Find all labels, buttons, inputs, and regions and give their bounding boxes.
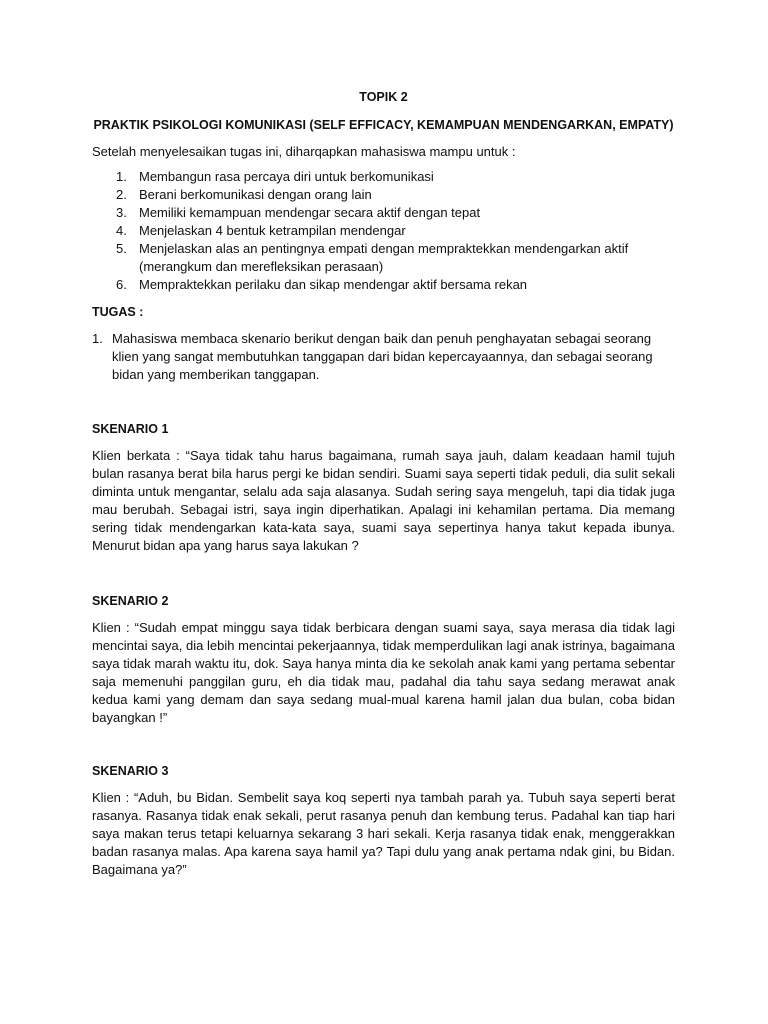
objective-item: [92, 276, 675, 294]
objective-item: [92, 240, 675, 276]
objective-item: [92, 204, 675, 222]
task-text: Mahasiswa membaca skenario berikut dengan baik dan penuh penghayatan sebagai seorang klien yang sangat membutuhkan tanggapan dari bidan kepercayaannya, dan sebagai seorang bidan yang memberikan tanggapan.: [112, 331, 653, 382]
objective-number: 3.: [116, 205, 127, 220]
objective-item: [92, 186, 675, 204]
objective-number: 5.: [116, 241, 127, 256]
scenario-2-text: Klien : “Sudah empat minggu saya tidak berbicara dengan suami saya, saya merasa dia tidak lagi mencintai saya, dia lebih mencintai pekerjaannya, tidak memperdulikan lagi anak istrinya, bagaimana saya tidak marah waktu itu, dok. Saya hanya minta dia ke sekolah anak kami yang pertama sebentar saja memenuhi panggilan guru, eh dia tidak mau, padahal dia tahu saya sedang merawat anak kedua kami yang demam dan saya sedang mual-mual karena hamil jalan dua bulan, coba bidan bayangkan !”: [92, 620, 675, 725]
scenario-1-heading: SKENARIO 1: [92, 422, 169, 436]
objective-number: 1.: [116, 169, 127, 184]
objective-item: [92, 168, 675, 186]
objectives-list: [92, 168, 675, 294]
objective-number: 4.: [116, 223, 127, 238]
objective-text: Berani berkomunikasi dengan orang lain: [139, 187, 372, 202]
objective-text: Menjelaskan alas an pentingnya empati dengan mempraktekkan mendengarkan aktif (merangkum dan merefleksikan perasaan): [139, 241, 629, 274]
scenario-2-heading: SKENARIO 2: [92, 594, 169, 608]
scenario-1-text: Klien berkata : “Saya tidak tahu harus bagaimana, rumah saya jauh, dalam keadaan hamil tujuh bulan rasanya berat bila harus pergi ke bidan sendiri. Suami saya seperti tidak peduli, dia sulit sekali diminta untuk mengantar, selalu ada saja alasanya. Sudah sering saya mengeluh, tapi dia tidak juga mau berubah. Sebagai istri, saya ingin diperhatikan. Apalagi ini kehamilan pertama. Dia memang sering tidak mendengarkan kata-kata saya, suami saya sepertinya hanya takut kepada ibunya. Menurut bidan apa yang harus saya lakukan ?: [92, 448, 675, 553]
objective-text: Menjelaskan 4 bentuk ketrampilan mendengar: [139, 223, 406, 238]
topic-title: PRAKTIK PSIKOLOGI KOMUNIKASI (SELF EFFICACY, KEMAMPUAN MENDENGARKAN, EMPATY): [93, 118, 674, 132]
task-item: [92, 330, 675, 384]
tugas-heading: TUGAS :: [92, 305, 144, 319]
topic-label: TOPIK 2: [359, 90, 408, 104]
objective-item: [92, 222, 675, 240]
task-number: 1.: [92, 331, 103, 346]
tasks-list: [92, 330, 675, 384]
scenario-3-text: Klien : “Aduh, bu Bidan. Sembelit saya koq seperti nya tambah parah ya. Tubuh saya seperti berat rasanya. Rasanya tidak enak sekali, perut rasanya penuh dan kembung terus. Padahal kan tiap hari saya makan terus tetapi keluarnya sekarang 3 hari sekali. Kerja rasanya tidak enak, menggerakkan badan rasanya malas. Apa karena saya hamil ya? Tapi dulu yang anak pertama ndak gini, bu Bidan. Bagaimana ya?”: [92, 790, 675, 877]
objective-text: Membangun rasa percaya diri untuk berkomunikasi: [139, 169, 434, 184]
objective-text: Mempraktekkan perilaku dan sikap mendengar aktif bersama rekan: [139, 277, 528, 292]
scenario-3-heading: SKENARIO 3: [92, 764, 169, 778]
document-page: [92, 0, 675, 1024]
objective-number: 2.: [116, 187, 127, 202]
intro-text: Setelah menyelesaikan tugas ini, diharqapkan mahasiswa mampu untuk :: [92, 144, 516, 159]
objective-number: 6.: [116, 277, 127, 292]
objective-text: Memiliki kemampuan mendengar secara aktif dengan tepat: [139, 205, 481, 220]
